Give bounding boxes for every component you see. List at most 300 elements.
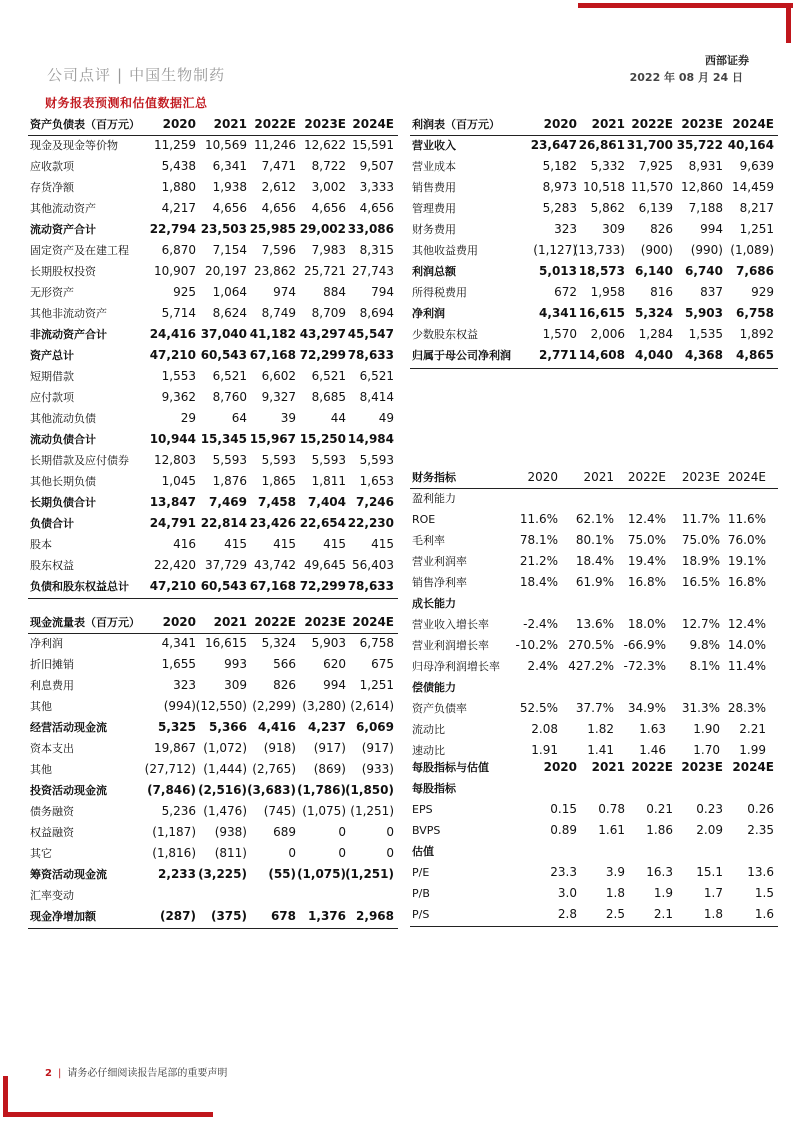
table-row — [28, 156, 398, 177]
table-row — [410, 530, 778, 551]
cell-value: 31.3% — [681, 701, 720, 715]
year-header: 2023E — [681, 760, 723, 774]
row-label: 其他 — [30, 700, 52, 713]
cell-value: 5,438 — [161, 159, 196, 173]
cell-value: 10,569 — [205, 138, 247, 152]
report-date: 2022 年 08 月 24 日 — [629, 71, 743, 84]
cell-value: 7,471 — [261, 159, 296, 173]
table-row — [410, 778, 778, 799]
cell-value: 994 — [700, 222, 723, 236]
cell-value: 1,376 — [308, 909, 346, 923]
cell-value: (994) — [163, 699, 196, 713]
cell-value: 309 — [224, 678, 247, 692]
row-label: 其他 — [30, 763, 52, 776]
cell-value: (990) — [690, 243, 723, 257]
row-label: 存货净额 — [30, 181, 74, 194]
cell-value: 415 — [224, 537, 247, 551]
cell-value: 8,749 — [261, 306, 296, 320]
cell-value: 41,182 — [249, 327, 296, 341]
cell-value: (917) — [361, 741, 394, 755]
cell-value: 1,251 — [739, 222, 774, 236]
table-row — [410, 841, 778, 862]
cell-value: 2.21 — [739, 722, 766, 736]
row-label: 折旧摊销 — [30, 658, 74, 671]
table-row — [410, 324, 778, 345]
table-row — [28, 366, 398, 387]
row-label: 长期股权投资 — [30, 265, 96, 278]
row-label: 其它 — [30, 847, 52, 860]
cell-value: 16.8% — [627, 575, 666, 589]
year-header: 2021 — [591, 117, 625, 131]
row-label: 资产负债率 — [412, 702, 467, 715]
row-label: 估值 — [412, 845, 434, 858]
row-label: 流动资产合计 — [30, 223, 96, 236]
table-row — [28, 471, 398, 492]
cell-value: 23.3 — [550, 865, 577, 879]
cell-value: 22,814 — [200, 516, 247, 530]
cell-value: (3,683) — [247, 783, 296, 797]
year-header: 2020 — [527, 470, 558, 484]
cell-value: 0 — [386, 825, 394, 839]
cell-value: 0.23 — [696, 802, 723, 816]
table-row — [28, 885, 398, 906]
row-label: 权益融资 — [30, 826, 74, 839]
row-label: 利润总额 — [412, 265, 456, 278]
year-header: 2022E — [631, 117, 673, 131]
cell-value: 427.2% — [568, 659, 614, 673]
cell-value: 21.2% — [519, 554, 558, 568]
cell-value: (375) — [210, 909, 247, 923]
year-header: 2020 — [162, 117, 196, 131]
cell-value: 415 — [323, 537, 346, 551]
cell-value: 5,593 — [311, 453, 346, 467]
cell-value: 5,332 — [590, 159, 625, 173]
table-row — [410, 677, 778, 698]
cell-value: (938) — [214, 825, 247, 839]
cell-value: 10,944 — [149, 432, 196, 446]
cell-value: 16.8% — [727, 575, 766, 589]
cell-value: 2.5 — [605, 907, 625, 921]
cell-value: 44 — [330, 411, 346, 425]
cell-value: 11,259 — [154, 138, 196, 152]
cell-value: 8,694 — [359, 306, 394, 320]
cell-value: 72,299 — [299, 579, 346, 593]
cell-value: 7,596 — [261, 243, 296, 257]
footer-rule — [410, 368, 778, 369]
row-label: 其他流动资产 — [30, 202, 96, 215]
row-label: 营业收入 — [412, 139, 456, 152]
cell-value: 56,403 — [352, 558, 394, 572]
cell-value: 1.61 — [598, 823, 625, 837]
cell-value: (2,614) — [350, 699, 394, 713]
cell-value: 4,237 — [308, 720, 346, 734]
table-header-row — [410, 467, 778, 488]
table-row — [410, 135, 778, 156]
cell-value: 620 — [323, 657, 346, 671]
cell-value: 5,903 — [311, 636, 346, 650]
cell-value: 7,188 — [688, 201, 723, 215]
row-label: 长期借款及应付债券 — [30, 454, 129, 467]
cell-value: 2,771 — [539, 348, 577, 362]
cell-value: 11.6% — [727, 512, 766, 526]
cell-value: 16.5% — [681, 575, 720, 589]
year-header: 2021 — [583, 470, 614, 484]
cell-value: (1,127) — [533, 243, 577, 257]
cell-value: 8,217 — [739, 201, 774, 215]
cell-value: 1,535 — [688, 327, 723, 341]
cell-value: 12,622 — [304, 138, 346, 152]
cell-value: 67,168 — [249, 348, 296, 362]
table-row — [28, 261, 398, 282]
cell-value: 64 — [231, 411, 247, 425]
cell-value: -72.3% — [623, 659, 666, 673]
per-share-valuation-table — [410, 757, 778, 927]
row-label: 负债合计 — [30, 517, 74, 530]
row-label: 股本 — [30, 538, 52, 551]
cell-value: 15,591 — [352, 138, 394, 152]
cell-value: 29 — [180, 411, 196, 425]
cell-value: 2.4% — [527, 659, 558, 673]
cell-value: 1.70 — [693, 743, 720, 757]
cell-value: 7,983 — [311, 243, 346, 257]
cell-value: (811) — [214, 846, 247, 860]
cell-value: 22,654 — [299, 516, 346, 530]
cell-value: 0.15 — [550, 802, 577, 816]
cell-value: 566 — [273, 657, 296, 671]
cell-value: 672 — [554, 285, 577, 299]
cell-value: (900) — [640, 243, 673, 257]
cell-value: -10.2% — [515, 638, 558, 652]
year-header: 2020 — [543, 117, 577, 131]
cell-value: 8,685 — [311, 390, 346, 404]
cell-value: 6,602 — [261, 369, 296, 383]
cell-value: 0 — [288, 846, 296, 860]
cell-value: 2.1 — [653, 907, 673, 921]
cell-value: 0.78 — [598, 802, 625, 816]
cell-value: 5,714 — [161, 306, 196, 320]
row-label: 经营活动现金流 — [30, 721, 107, 734]
cell-value: 11,246 — [254, 138, 296, 152]
table-title: 资产负债表（百万元） — [30, 118, 140, 131]
cell-value: 29,002 — [299, 222, 346, 236]
cell-value: 60,543 — [200, 579, 247, 593]
table-row — [410, 614, 778, 635]
cell-value: 6,140 — [635, 264, 673, 278]
row-label: 负债和股东权益总计 — [30, 580, 129, 593]
cell-value: 0.89 — [550, 823, 577, 837]
cell-value: (3,280) — [302, 699, 346, 713]
cell-value: 12.4% — [727, 617, 766, 631]
table-row — [28, 633, 398, 654]
year-header: 2023E — [681, 470, 720, 484]
cell-value: 10,907 — [154, 264, 196, 278]
cell-value: 0.26 — [747, 802, 774, 816]
year-header: 2022E — [254, 117, 296, 131]
cell-value: 1,865 — [261, 474, 296, 488]
cell-value: 2,968 — [356, 909, 394, 923]
cell-value: 1.63 — [639, 722, 666, 736]
table-row — [410, 719, 778, 740]
cell-value: 1.8 — [605, 886, 625, 900]
cell-value: 416 — [173, 537, 196, 551]
cell-value: 18,573 — [578, 264, 625, 278]
row-label: 利息费用 — [30, 679, 74, 692]
cell-value: 5,013 — [539, 264, 577, 278]
cell-value: 11,570 — [631, 180, 673, 194]
cell-value: 1,284 — [638, 327, 673, 341]
cell-value: 5,366 — [209, 720, 247, 734]
cell-value: 37,040 — [200, 327, 247, 341]
year-header: 2024E — [732, 760, 774, 774]
cell-value: (1,187) — [152, 825, 196, 839]
cell-value: 49 — [378, 411, 394, 425]
cell-value: 4,341 — [161, 636, 196, 650]
cell-value: 28.3% — [727, 701, 766, 715]
year-header: 2022E — [631, 760, 673, 774]
cell-value: 6,870 — [161, 243, 196, 257]
company-name: 中国生物制药 — [129, 66, 226, 84]
cell-value: 15,967 — [249, 432, 296, 446]
cell-value: 678 — [270, 909, 296, 923]
cell-value: (918) — [263, 741, 296, 755]
cell-value: 3,002 — [311, 180, 346, 194]
cell-value: 1,064 — [212, 285, 247, 299]
cell-value: 0 — [338, 825, 346, 839]
table-row — [28, 696, 398, 717]
cell-value: 1,655 — [161, 657, 196, 671]
cell-value: 993 — [224, 657, 247, 671]
cell-value: (1,850) — [345, 783, 394, 797]
cell-value: 1.5 — [754, 886, 774, 900]
cell-value: 2,612 — [261, 180, 296, 194]
cell-value: 8,760 — [212, 390, 247, 404]
table-row — [410, 345, 778, 366]
cell-value: 1,045 — [161, 474, 196, 488]
cell-value: 4,368 — [685, 348, 723, 362]
cell-value: 13.6% — [575, 617, 614, 631]
cell-value: 22,420 — [154, 558, 196, 572]
cell-value: (2,299) — [252, 699, 296, 713]
cell-value: 4,341 — [539, 306, 577, 320]
cell-value: (12,550) — [195, 699, 247, 713]
year-header: 2023E — [304, 615, 346, 629]
cell-value: 1,958 — [590, 285, 625, 299]
cell-value: 76.0% — [727, 533, 766, 547]
cell-value: 8,414 — [359, 390, 394, 404]
cell-value: 14,984 — [347, 432, 394, 446]
table-row — [410, 156, 778, 177]
cell-value: 1.9 — [653, 886, 673, 900]
cell-value: 10,518 — [583, 180, 625, 194]
row-label: P/B — [412, 887, 430, 900]
table-row — [410, 488, 778, 509]
cell-value: 5,324 — [261, 636, 296, 650]
cell-value: 9.8% — [689, 638, 720, 652]
row-label: 成长能力 — [412, 597, 456, 610]
cell-value: 7,469 — [209, 495, 247, 509]
cell-value: 47,210 — [149, 579, 196, 593]
cell-value: 4,217 — [161, 201, 196, 215]
corner-accent-right — [786, 3, 791, 43]
table-row — [410, 198, 778, 219]
table-header-row — [28, 612, 398, 633]
cell-value: (1,444) — [203, 762, 247, 776]
cell-value: 27,743 — [352, 264, 394, 278]
cell-value: 2.8 — [557, 907, 577, 921]
table-row — [410, 799, 778, 820]
cell-value: (917) — [313, 741, 346, 755]
cell-value: 6,341 — [212, 159, 247, 173]
cell-value: 67,168 — [249, 579, 296, 593]
row-label: 其他长期负债 — [30, 475, 96, 488]
row-label: 债务融资 — [30, 805, 74, 818]
cell-value: 4,865 — [736, 348, 774, 362]
cell-value: 6,740 — [685, 264, 723, 278]
cell-value: 8.1% — [689, 659, 720, 673]
cell-value: 24,416 — [149, 327, 196, 341]
table-row — [28, 450, 398, 471]
cell-value: 837 — [700, 285, 723, 299]
cell-value: 3.9 — [605, 865, 625, 879]
row-label: 应付款项 — [30, 391, 74, 404]
cell-value: 80.1% — [575, 533, 614, 547]
row-label: 营业成本 — [412, 160, 456, 173]
cell-value: (2,765) — [252, 762, 296, 776]
row-label: P/E — [412, 866, 430, 879]
table-row — [28, 759, 398, 780]
year-header: 2022E — [627, 470, 666, 484]
cell-value: 78,633 — [347, 579, 394, 593]
row-label: 流动负债合计 — [30, 433, 96, 446]
section-title: 财务报表预测和估值数据汇总 — [45, 96, 208, 110]
cell-value: 6,758 — [736, 306, 774, 320]
cell-value: 2.35 — [747, 823, 774, 837]
cell-value: 1,811 — [311, 474, 346, 488]
cell-value: (1,786) — [297, 783, 346, 797]
cell-value: 1.82 — [587, 722, 614, 736]
cell-value: 5,182 — [542, 159, 577, 173]
table-row — [410, 177, 778, 198]
cell-value: 39 — [280, 411, 296, 425]
row-label: 无形资产 — [30, 286, 74, 299]
cell-value: 37.7% — [575, 701, 614, 715]
cell-value: 15,345 — [200, 432, 247, 446]
table-header-row — [410, 114, 778, 135]
cell-value: 34.9% — [627, 701, 666, 715]
cell-value: 6,521 — [359, 369, 394, 383]
cell-value: 43,297 — [299, 327, 346, 341]
cell-value: (1,075) — [297, 867, 346, 881]
cell-value: (745) — [263, 804, 296, 818]
cell-value: 22,230 — [347, 516, 394, 530]
cell-value: 9,362 — [161, 390, 196, 404]
table-row — [28, 492, 398, 513]
cell-value: 13.6 — [747, 865, 774, 879]
table-row — [28, 780, 398, 801]
row-label: 其他非流动资产 — [30, 307, 107, 320]
balance-sheet-table — [28, 114, 398, 594]
cell-value: 72,299 — [299, 348, 346, 362]
cell-value: 23,426 — [249, 516, 296, 530]
table-row — [28, 303, 398, 324]
cell-value: 6,069 — [356, 720, 394, 734]
cell-value: 794 — [371, 285, 394, 299]
income-statement-table — [410, 114, 778, 374]
row-label: 资本支出 — [30, 742, 74, 755]
cell-value: 323 — [173, 678, 196, 692]
year-header: 2022E — [254, 615, 296, 629]
cell-value: (1,251) — [350, 804, 394, 818]
cell-value: 15,250 — [299, 432, 346, 446]
cell-value: 16,615 — [578, 306, 625, 320]
table-row — [28, 387, 398, 408]
year-header: 2024E — [727, 470, 766, 484]
year-header: 2024E — [732, 117, 774, 131]
cell-value: 7,925 — [638, 159, 673, 173]
row-label: 净利润 — [412, 307, 445, 320]
row-label: 投资活动现金流 — [30, 784, 107, 797]
cell-value: 1,653 — [359, 474, 394, 488]
cell-value: 8,973 — [542, 180, 577, 194]
table-row — [410, 862, 778, 883]
cell-value: 5,325 — [158, 720, 196, 734]
footer-rule — [28, 928, 398, 929]
table-row — [410, 509, 778, 530]
cell-value: 12,803 — [154, 453, 196, 467]
cell-value: 1,570 — [542, 327, 577, 341]
cell-value: 19,867 — [154, 741, 196, 755]
cell-value: 8,722 — [311, 159, 346, 173]
cell-value: 60,543 — [200, 348, 247, 362]
table-row — [410, 883, 778, 904]
cell-value: 5,903 — [685, 306, 723, 320]
row-label: 长期负债合计 — [30, 496, 96, 509]
row-label: 营业利润率 — [412, 555, 467, 568]
cell-value: 4,656 — [311, 201, 346, 215]
year-header: 2021 — [213, 117, 247, 131]
cell-value: 0 — [338, 846, 346, 860]
report-type: 公司点评 — [47, 66, 112, 84]
cell-value: 1,892 — [739, 327, 774, 341]
cell-value: 689 — [273, 825, 296, 839]
cell-value: 7,458 — [258, 495, 296, 509]
row-label: 应收款项 — [30, 160, 74, 173]
year-header: 2021 — [591, 760, 625, 774]
cell-value: 78.1% — [519, 533, 558, 547]
table-row — [28, 864, 398, 885]
cell-value: 5,283 — [542, 201, 577, 215]
row-label: 归属于母公司净利润 — [412, 349, 511, 362]
table-row — [28, 135, 398, 156]
cell-value: 18.9% — [681, 554, 720, 568]
table-row — [28, 408, 398, 429]
report-header: 公司点评 | 中国生物制药 — [47, 66, 226, 84]
cell-value: 61.9% — [575, 575, 614, 589]
cell-value: 16,615 — [205, 636, 247, 650]
cell-value: (1,816) — [152, 846, 196, 860]
cell-value: 1.99 — [739, 743, 766, 757]
cell-value: 6,521 — [212, 369, 247, 383]
row-label: 偿债能力 — [412, 681, 456, 694]
cell-value: 309 — [602, 222, 625, 236]
cell-value: 1,251 — [359, 678, 394, 692]
cell-value: (1,251) — [345, 867, 394, 881]
table-header-row — [410, 757, 778, 778]
cell-value: 2.09 — [696, 823, 723, 837]
cell-value: 12.4% — [627, 512, 666, 526]
cell-value: 1.91 — [531, 743, 558, 757]
table-row — [28, 654, 398, 675]
